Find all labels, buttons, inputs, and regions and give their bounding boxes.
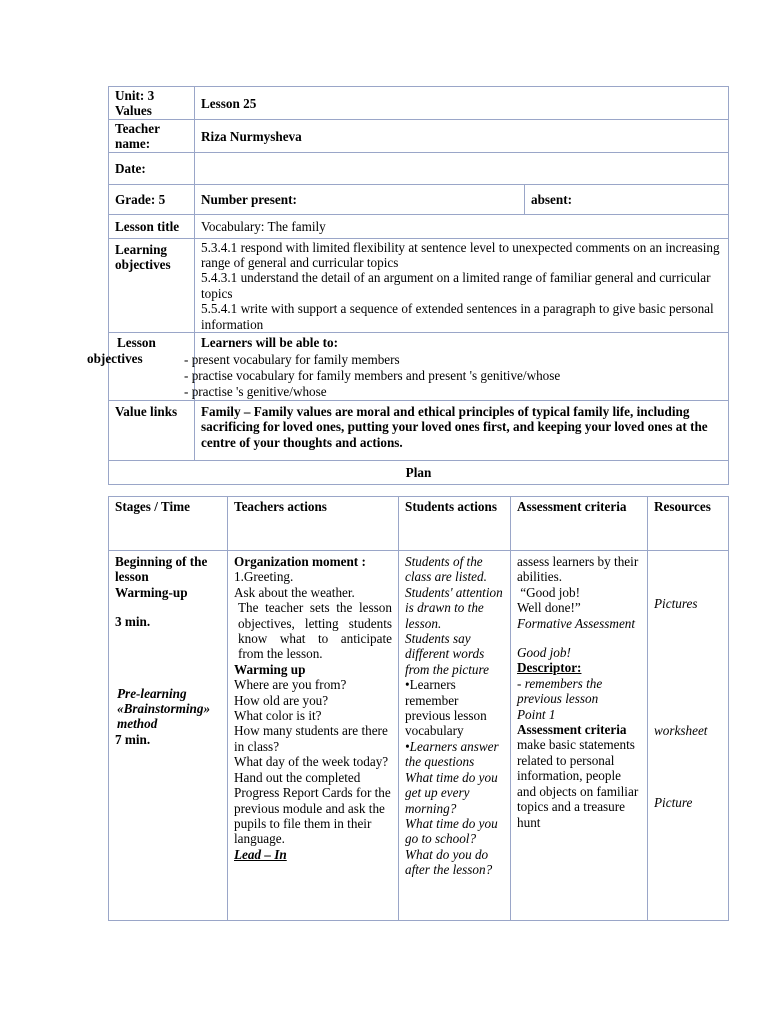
absent-label: absent: xyxy=(525,184,729,214)
column-header-stages: Stages / Time xyxy=(109,497,228,551)
students-attention: Students' attention is drawn to the lesson. xyxy=(405,584,503,631)
column-header-students: Students actions xyxy=(399,497,511,551)
lesson-objectives-label-1: Lesson xyxy=(117,335,156,351)
assessment-cell xyxy=(511,551,648,921)
point: Point 1 xyxy=(517,706,556,722)
teacher-name: Riza Nurmysheva xyxy=(195,119,729,152)
learning-objectives xyxy=(195,238,729,332)
plan-table xyxy=(108,496,729,921)
lesson-number: Lesson 25 xyxy=(195,87,729,120)
lead-in: Lead – In xyxy=(234,846,287,862)
lesson-objectives-label-2: objectives xyxy=(87,351,143,367)
question: Where are you from? xyxy=(234,677,347,693)
good-job: Good job! xyxy=(517,645,571,661)
stage-brainstorming: «Brainstorming» xyxy=(117,701,211,717)
lesson-title: Vocabulary: The family xyxy=(195,214,729,238)
date-value xyxy=(195,152,729,184)
number-present-label: Number present: xyxy=(195,184,525,214)
remembers: - remembers the previous lesson xyxy=(517,675,603,707)
grade-label: Grade: 5 xyxy=(109,184,195,214)
sets-lesson: The teacher sets the lesson objectives, letting students know what to anticipate from the lesson. xyxy=(238,600,392,662)
question: How old are you? xyxy=(234,692,329,708)
question-after: What do you do after the lesson? xyxy=(405,846,493,878)
unit-cell xyxy=(109,87,195,120)
resource-pictures: Pictures xyxy=(654,596,698,611)
org-moment: Organization moment : xyxy=(234,554,366,569)
stage-method: method xyxy=(117,716,158,732)
date-label: Date: xyxy=(109,152,195,184)
greeting: 1.Greeting. xyxy=(234,569,294,585)
stage-time-2: 7 min. xyxy=(115,731,151,747)
warming-up: Warming up xyxy=(234,661,306,677)
column-header-teachers: Teachers actions xyxy=(228,497,399,551)
learning-objective: 5.5.4.1 write with support a sequence of extended sentences in a paragraph to give basic personal information xyxy=(201,301,714,332)
question: What day of the week today? xyxy=(234,754,389,770)
lesson-objective: - present vocabulary for family members xyxy=(184,352,400,368)
learners-answer: •Learners answer the questions xyxy=(405,738,499,770)
value-links-label: Value links xyxy=(109,401,195,461)
question-time-up: What time do you get up every morning? xyxy=(405,769,498,816)
learning-objective: 5.4.3.1 understand the detail of an argument on a limited range of familiar general and curricular topics xyxy=(201,270,711,301)
good-job-quote: “Good job! xyxy=(517,584,580,600)
resources-cell xyxy=(648,551,729,921)
assessment-criteria-label: Assessment criteria xyxy=(517,722,627,738)
formative-assessment: Formative Assessment xyxy=(517,615,636,631)
descriptor: Descriptor: xyxy=(517,660,582,676)
stage-warming: Warming-up xyxy=(115,584,188,600)
hand-out: Hand out the completed Progress Report Cards for the previous module and ask the pupils to file them in their language. xyxy=(234,769,391,847)
unit-value: Values xyxy=(115,103,152,119)
lesson-header-table xyxy=(87,86,729,485)
question-time-school: What time do you go to school? xyxy=(405,815,498,847)
assess-learners: assess learners by their abilities. xyxy=(517,554,639,585)
resource-picture: Picture xyxy=(654,794,693,810)
well-done: Well done!” xyxy=(517,600,581,616)
plan-heading: Plan xyxy=(109,461,729,485)
weather: Ask about the weather. xyxy=(234,584,355,600)
lesson-objective: - practise vocabulary for family members and present 's genitive/whose xyxy=(184,368,561,384)
stage-beginning: Beginning of the lesson xyxy=(115,554,208,585)
teachers-cell xyxy=(228,551,399,921)
stages-cell xyxy=(109,551,228,921)
unit-label: Unit: 3 xyxy=(115,88,155,103)
students-say: Students say different words from the picture xyxy=(405,631,489,677)
stage-pre-learning: Pre-learning xyxy=(117,685,187,701)
students-cell xyxy=(399,551,511,921)
lesson-objective: - practise 's genitive/whose xyxy=(184,384,327,400)
lesson-objectives xyxy=(184,333,729,401)
question: What color is it? xyxy=(234,708,322,724)
resource-worksheet: worksheet xyxy=(654,723,708,739)
learners-able: Learners will be able to: xyxy=(201,335,338,351)
column-header-assessment: Assessment criteria xyxy=(511,497,648,551)
learners-remember: •Learners remember previous lesson vocabulary xyxy=(405,677,487,739)
learning-objective: 5.3.4.1 respond with limited flexibility at sentence level to unexpected comments on an increasing range of general and curricular topics xyxy=(201,239,720,271)
teacher-label: Teacher name: xyxy=(109,119,195,152)
question: How many students are there in class? xyxy=(234,723,388,754)
assessment-criteria: make basic statements related to personal information, people and objects on familiar topics and a treasure hunt xyxy=(517,737,639,830)
students-listed: Students of the class are listed. xyxy=(405,554,487,585)
lesson-objectives-label-cell xyxy=(87,333,195,401)
column-header-resources: Resources xyxy=(648,497,729,551)
stage-time-1: 3 min. xyxy=(115,614,151,630)
value-links: Family – Family values are moral and ethical principles of typical family life, including sacrificing for loved ones, putting your loved ones first, and keeping your loved ones at the centre of your thoughts and actions. xyxy=(195,401,729,461)
learning-objectives-label: Learning objectives xyxy=(109,238,195,332)
lesson-title-label: Lesson title xyxy=(109,214,195,238)
